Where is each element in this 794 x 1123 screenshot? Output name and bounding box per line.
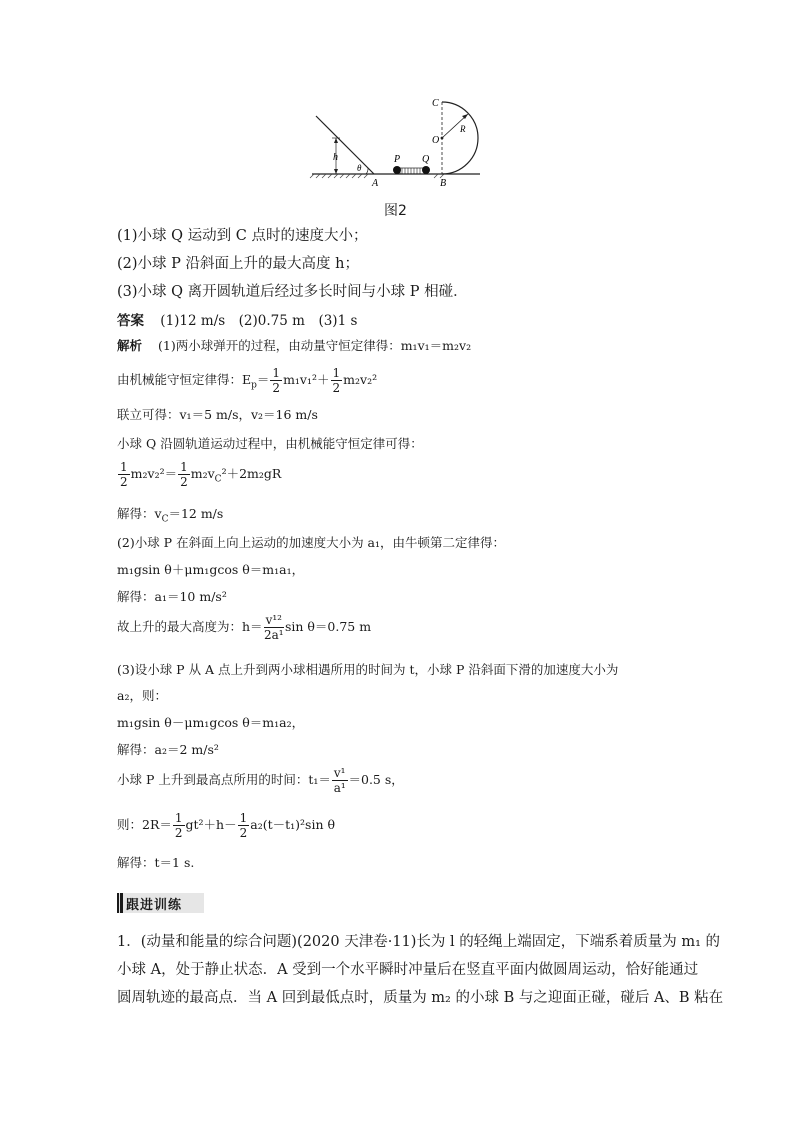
frac-den: 2 [180,475,188,489]
section-title: 跟进训练 [126,897,183,913]
incline-track-diagram [300,88,500,188]
answer-line [117,309,357,329]
frac-den: 2a¹ [263,628,284,642]
analysis-line-12: a₂，则： [117,688,167,703]
theta-label: θ [357,163,362,173]
eq16-prefix: 则：2R＝ [117,817,172,832]
ball-p-label: P [394,154,401,165]
energy-term1: m₁v₁²＋ [283,372,330,387]
fraction-half [178,460,190,489]
question-3: (3)小球 Q 离开圆轨道后经过多长时间与小球 P 相碰． [117,284,468,300]
analysis-line-17: 解得：t＝1 s. [117,855,195,870]
answer-text: (1)12 m/s (2)0.75 m (3)1 s [160,313,358,329]
frac-num: 1 [272,366,281,380]
fraction-half [270,366,282,395]
problem-line-2: 小球 A，处于静止状态．A 受到一个水平瞬时冲量后在竖直平面内做圆周运动，恰好能通过 [117,962,699,978]
h-label: h [333,152,338,163]
figure-caption: 图2 [384,203,407,219]
analysis-line-2 [117,366,377,395]
ball-p [393,166,401,174]
eq5-rest: ²＋2m₂gR [221,466,282,481]
fraction-half [238,811,250,840]
frac-num: v¹² [265,613,282,627]
analysis-line-8: m₁gsin θ＋μm₁gcos θ＝m₁a₁， [117,562,305,577]
point-c-label: C [432,98,439,109]
frac-num: 1 [174,811,183,825]
question-2: (2)小球 P 沿斜面上升的最大高度 h； [117,256,359,272]
point-a-label: A [372,178,379,188]
height-rest: sin θ＝0.75 m [284,619,372,634]
section-marker-icon [117,893,123,913]
analysis-line-9: 解得：a₁＝10 m/s² [117,589,227,604]
frac-den: a¹ [333,781,346,795]
energy-term2: m₂v₂² [343,372,378,387]
eq16-mid: gt²＋h－ [185,817,237,832]
analysis-line-16 [117,811,335,840]
physics-figure [300,88,500,192]
radius-label: R [460,124,466,134]
eq5-term1: m₂v₂²＝ [130,466,178,481]
circular-track [442,102,478,174]
result-vc-sub: C [161,514,169,525]
problem-line-3: 圆周轨迹的最高点．当 A 回到最低点时，质量为 m₂ 的小球 B 与之迎面正碰，碰后 A、B 粘在 [117,990,724,1006]
frac-num: 1 [180,460,188,474]
energy-prefix: 由机械能守恒定律得：E [117,372,252,387]
time-prefix: 小球 P 上升到最高点所用的时间：t₁＝ [117,772,331,787]
eq5-term2: m₂v [190,466,215,481]
analysis-line-10 [117,613,371,642]
fraction-half [173,811,185,840]
frac-den: 2 [174,826,183,840]
frac-num: 1 [120,460,128,474]
result-vc-rest: ＝12 m/s [168,506,224,521]
time-rest: ＝0.5 s， [348,772,404,787]
height-prefix: 故上升的最大高度为：h＝ [117,619,263,634]
point-b-label: B [440,178,447,188]
analysis-text: (1)两小球弹开的过程，由动量守恒定律得：m₁v₁＝m₂v₂ [158,338,472,353]
analysis-line-1 [117,336,471,354]
energy-sub: p [251,380,257,391]
result-vc-prefix: 解得：v [117,506,162,521]
center-o-label: O [432,135,440,146]
frac-num: v¹ [333,766,346,780]
analysis-line-14: 解得：a₂＝2 m/s² [117,742,219,757]
analysis-line-3: 联立可得：v₁＝5 m/s，v₂＝16 m/s [117,407,318,422]
eq5-sub: C [214,474,222,485]
frac-den: 2 [332,381,341,395]
analysis-line-11: (3)设小球 P 从 A 点上升到两小球相遇所用的时间为 t，小球 P 沿斜面下滑的加速度大小为 [117,662,619,677]
frac-num: 1 [239,811,248,825]
energy-eq: ＝ [256,372,270,387]
analysis-line-4: 小球 Q 沿圆轨道运动过程中，由机械能守恒定律可得： [117,436,423,451]
fraction-half [118,460,130,489]
answer-label: 答案 [117,313,144,329]
fraction-half [331,366,343,395]
analysis-line-13: m₁gsin θ－μm₁gcos θ＝m₁a₂， [117,715,305,730]
question-1: (1)小球 Q 运动到 C 点时的速度大小； [117,228,368,244]
ball-q-label: Q [422,154,430,165]
frac-num: 1 [332,366,341,380]
analysis-line-5 [117,460,281,489]
frac-den: 2 [120,475,128,489]
analysis-line-6 [117,504,223,525]
section-header [117,893,204,913]
analysis-line-15 [117,766,404,795]
ball-q [422,166,430,174]
fraction-time [332,766,348,795]
frac-den: 2 [272,381,281,395]
eq16-rest: a₂(t－t₁)²sin θ [250,817,335,832]
fraction-height [264,613,284,642]
problem-line-1: 1．(动量和能量的综合问题)(2020 天津卷·11)长为 l 的轻绳上端固定，下端系着质量为 m₁ 的 [117,934,721,950]
analysis-label: 解析 [117,338,143,353]
analysis-line-7: (2)小球 P 在斜面上向上运动的加速度大小为 a₁，由牛顿第二定律得： [117,535,506,550]
frac-den: 2 [239,826,248,840]
